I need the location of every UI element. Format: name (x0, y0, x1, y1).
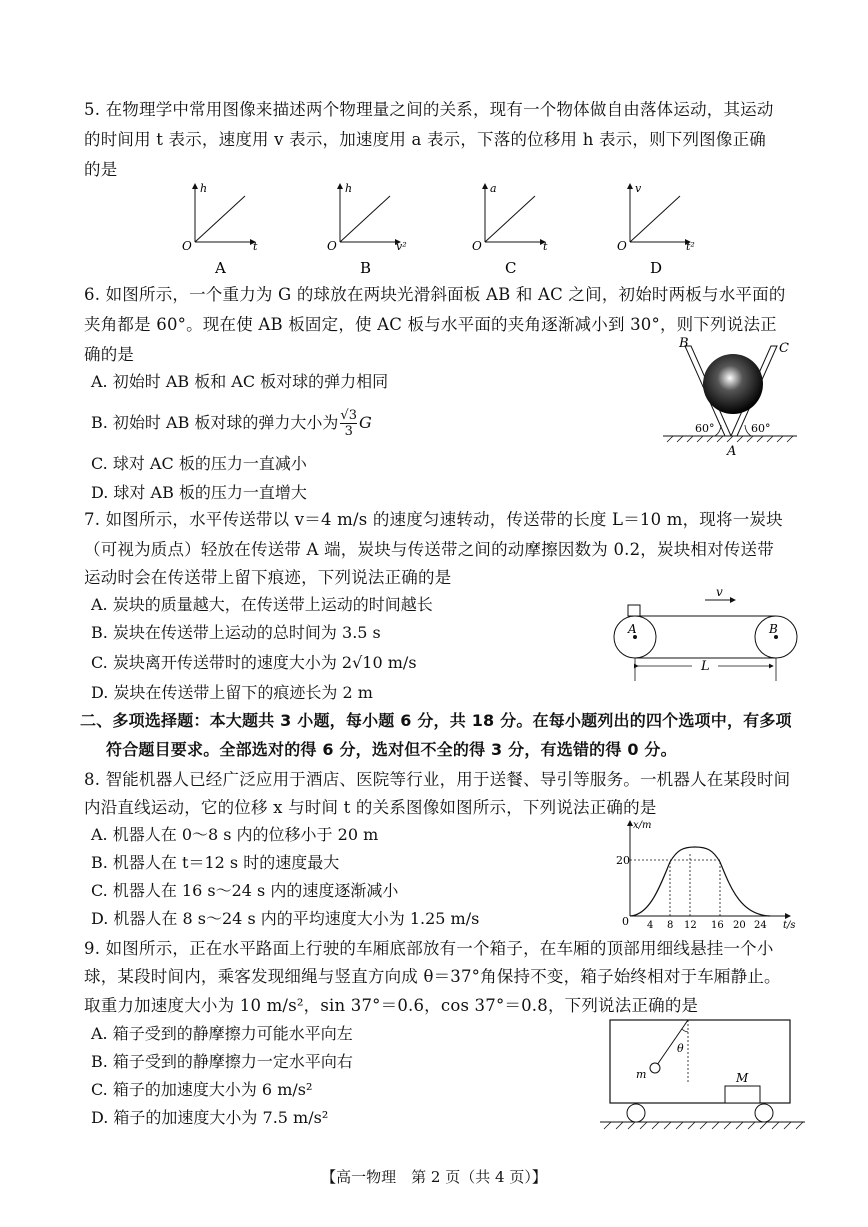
chart-xtick-16: 16 (711, 920, 724, 931)
chart-xtick-4: 4 (647, 920, 654, 931)
q9-line3: 取重力加速度大小为 10 m/s²，sin 37°＝0.6，cos 37°＝0.8，下列说法正确的是 (84, 996, 699, 1015)
carbon-block (628, 605, 640, 616)
graph-b-xlabel: v² (396, 240, 407, 253)
graph-d-xlabel: t² (686, 240, 695, 253)
q9-option-a: A. 箱子受到的静摩擦力可能水平向左 (91, 1024, 353, 1043)
label-c: C (779, 341, 789, 356)
q6-option-d: D. 球对 AB 板的压力一直增大 (91, 483, 307, 502)
graph-c-label: C (505, 259, 517, 277)
end-a-label: A (628, 622, 637, 636)
q5-line3: 的是 (84, 160, 118, 179)
graph-d-label: D (650, 259, 663, 277)
q9-option-b: B. 箱子受到的静摩擦力一定水平向右 (91, 1052, 353, 1071)
graph-c (472, 182, 548, 277)
q8-option-b: B. 机器人在 t＝12 s 时的速度最大 (91, 853, 340, 872)
graph-a-xlabel: t (253, 240, 258, 253)
graph-b-ylabel: h (345, 182, 353, 195)
label-b: B (679, 336, 689, 351)
q7-option-a: A. 炭块的质量越大，在传送带上运动的时间越长 (91, 595, 433, 614)
q6-option-b-fraction: $\frac{√3}{3}$ (340, 408, 357, 439)
length-label: L (701, 659, 710, 674)
section2-line2: 符合题目要求。全部选对的得 6 分，选对但不全的得 3 分，有选错的得 0 分。 (106, 740, 677, 759)
q6-line3: 确的是 (84, 345, 135, 364)
q7-line2: （可视为质点）轻放在传送带 A 端，炭块与传送带之间的动摩擦因数为 0.2，炭块相对传送带 (84, 540, 774, 559)
q8-line2: 内沿直线运动，它的位移 x 与时间 t 的关系图像如图所示，下列说法正确的是 (84, 798, 657, 817)
carriage (610, 1020, 790, 1103)
q8-line1: 8. 智能机器人已经广泛应用于酒店、医院等行业，用于送餐、导引等服务。一机器人在某段时间 (84, 770, 791, 789)
mass-big-m-label: M (736, 1071, 749, 1085)
q8-xt-graph (615, 816, 805, 934)
q6-line2: 夹角都是 60°。现在使 AB 板固定，使 AC 板与水平面的夹角逐渐减小到 30°，则下列说法正 (84, 315, 777, 334)
q7-line1: 7. 如图所示，水平传送带以 v＝4 m/s 的速度匀速转动，传送带的长度 L＝10 m，现将一炭块 (84, 510, 783, 529)
ball (703, 354, 763, 414)
section2-line1: 二、多项选择题：本大题共 3 小题，每小题 6 分，共 18 分。在每小题列出的四个选项中，有多项 (80, 711, 792, 730)
q5-line1: 5. 在物理学中常用图像来描述两个物理量之间的关系，现有一个物体做自由落体运动，其运动 (84, 100, 774, 119)
q9-option-c: C. 箱子的加速度大小为 6 m/s² (91, 1080, 313, 1099)
q6-option-b: B. 初始时 AB 板对球的弹力大小为 $\frac{√3}{3}$ G (91, 408, 372, 439)
q6-incline-figure (655, 334, 805, 459)
q9-line1: 9. 如图所示，正在水平路面上行驶的车厢底部放有一个箱子，在车厢的顶部用细线悬挂一个小 (84, 939, 774, 958)
graph-b-origin: O (327, 239, 337, 253)
graph-b (327, 182, 407, 277)
q6-option-a: A. 初始时 AB 板和 AC 板对球的弹力相同 (91, 372, 389, 391)
q8-option-d: D. 机器人在 8 s～24 s 内的平均速度大小为 1.25 m/s (91, 909, 480, 928)
graph-c-ylabel: a (490, 182, 497, 195)
end-b-label: B (769, 622, 778, 636)
angle-right: 60° (751, 422, 771, 435)
q8-option-a: A. 机器人在 0～8 s 内的位移小于 20 m (91, 825, 379, 844)
chart-curve (630, 847, 770, 916)
q7-conveyor-figure (610, 586, 810, 686)
q9-line2: 球，某段时间内，乘客发现细绳与竖直方向成 θ＝37°角保持不变，箱子始终相对于车厢静止。 (84, 967, 781, 986)
graph-d (617, 182, 695, 277)
chart-xtick-24: 24 (754, 920, 767, 931)
box (725, 1086, 760, 1103)
chart-xtick-8: 8 (667, 920, 674, 931)
chart-xtick-12: 12 (684, 920, 697, 931)
q9-carriage-figure (600, 1015, 810, 1137)
chart-ylabel: x/m (633, 820, 652, 831)
q8-option-c: C. 机器人在 16 s～24 s 内的速度逐渐减小 (91, 881, 399, 900)
chart-y20: 20 (616, 854, 630, 867)
chart-origin: 0 (622, 915, 629, 928)
graph-d-origin: O (617, 239, 627, 253)
chart-xtick-20: 20 (733, 920, 746, 931)
mass-m-label: m (636, 1068, 647, 1081)
q6-option-b-text: B. 初始时 AB 板对球的弹力大小为 (91, 413, 339, 432)
velocity-label: v (716, 586, 723, 599)
label-a: A (727, 444, 737, 459)
q7-line3: 运动时会在传送带上留下痕迹，下列说法正确的是 (84, 568, 452, 587)
graph-a-origin: O (182, 239, 192, 253)
q7-option-d: D. 炭块在传送带上留下的痕迹长为 2 m (91, 683, 373, 702)
q7-option-c: C. 炭块离开传送带时的速度大小为 2√10 m/s (91, 653, 417, 672)
graph-a-label: A (215, 259, 226, 277)
graph-d-ylabel: v (635, 182, 642, 195)
q5-graphs (170, 178, 710, 278)
q6-line1: 6. 如图所示，一个重力为 G 的球放在两块光滑斜面板 AB 和 AC 之间，初始时两板与水平面的 (84, 285, 786, 304)
graph-a (182, 182, 258, 277)
q9-option-d: D. 箱子的加速度大小为 7.5 m/s² (91, 1108, 329, 1127)
page-footer: 【高一物理 第 2 页（共 4 页）】 (321, 1168, 547, 1186)
q5-line2: 的时间用 t 表示，速度用 v 表示，加速度用 a 表示，下落的位移用 h 表示，则下列图像正确 (84, 130, 766, 149)
ball (650, 1063, 660, 1073)
graph-b-label: B (360, 259, 372, 277)
chart-xlabel: t/s (783, 920, 796, 931)
graph-c-origin: O (472, 239, 482, 253)
angle-left: 60° (695, 422, 715, 435)
theta-label: θ (677, 1042, 684, 1055)
graph-c-xlabel: t (543, 240, 548, 253)
graph-a-ylabel: h (200, 182, 208, 195)
q6-option-c: C. 球对 AC 板的压力一直减小 (91, 454, 307, 473)
q7-option-b: B. 炭块在传送带上运动的总时间为 3.5 s (91, 623, 381, 642)
